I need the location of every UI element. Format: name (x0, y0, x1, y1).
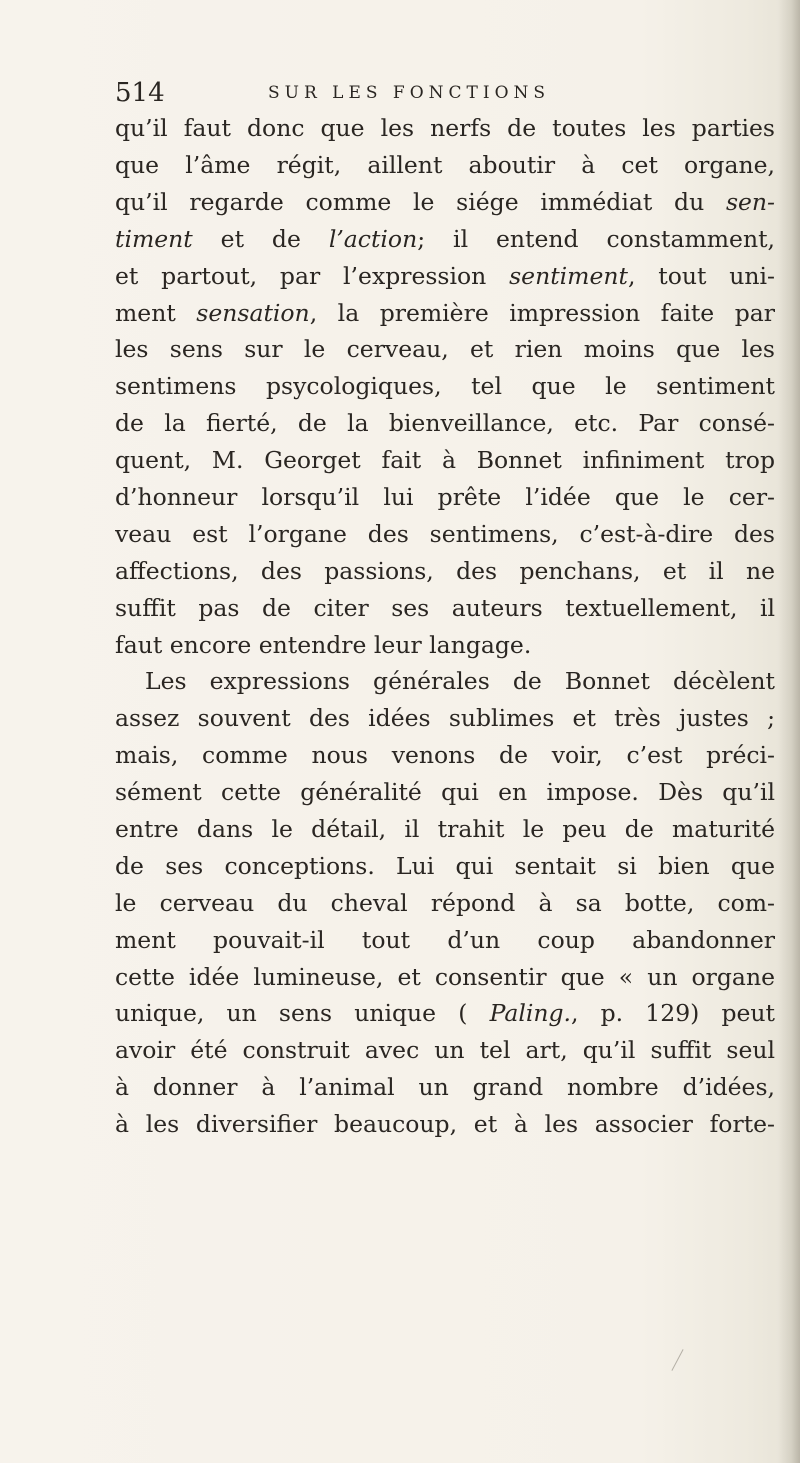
text-line (115, 368, 775, 405)
text-line (115, 553, 775, 590)
text-segment: cette idée lumineuse, et consentir que « un organe (115, 962, 775, 991)
text-line (115, 479, 775, 516)
text-line (115, 516, 775, 553)
text-line (115, 848, 775, 885)
text-line (115, 147, 775, 184)
text-segment: ; il entend constamment, (417, 224, 775, 253)
text-line (115, 995, 775, 1032)
text-segment: , la première impression faite par (309, 298, 775, 327)
text-segment: entre dans le détail, il trahit le peu de maturité (115, 815, 775, 844)
text-segment: d’honneur lorsqu’il lui prête l’idée que le cer- (115, 483, 775, 512)
text-segment: et de (192, 224, 329, 253)
text-line (115, 922, 775, 959)
italic-segment: sensation (196, 298, 310, 327)
text-segment: faut encore entendre leur langage. (115, 630, 532, 659)
text-segment: avoir été construit avec un tel art, qu’il suffit seul (115, 1036, 775, 1065)
text-line (115, 221, 775, 258)
text-segment: , p. 129) peut (571, 999, 775, 1028)
text-segment: assez souvent des idées sublimes et très justes ; (115, 704, 775, 733)
text-segment: à les diversifier beaucoup, et à les associer forte- (115, 1110, 775, 1139)
text-line (115, 1069, 775, 1106)
text-segment: mais, comme nous venons de voir, c’est préci- (115, 741, 775, 770)
text-segment: suffit pas de citer ses auteurs textuellement, il (115, 593, 775, 622)
text-line (115, 700, 775, 737)
text-line (115, 774, 775, 811)
text-segment: de la fierté, de la bienveillance, etc. Par consé- (115, 409, 775, 438)
text-line (115, 811, 775, 848)
italic-segment: sentiment (509, 261, 628, 290)
text-segment: , tout uni- (627, 261, 775, 290)
text-line (115, 663, 775, 700)
text-line (115, 405, 775, 442)
page-number: 514 (115, 78, 165, 108)
text-segment: qu’il faut donc que les nerfs de toutes les parties (115, 114, 775, 142)
text-line (115, 1032, 775, 1069)
text-segment: ment pouvait-il tout d’un coup abandonner (115, 925, 775, 954)
text-line (115, 110, 775, 147)
text-segment: quent, M. Georget fait à Bonnet infiniment trop (115, 446, 775, 475)
text-line (115, 959, 775, 996)
text-segment: unique, un sens unique ( (115, 999, 490, 1028)
text-segment: à donner à l’animal un grand nombre d’idées, (115, 1073, 775, 1102)
text-segment: ment (115, 298, 197, 327)
text-line (115, 184, 775, 221)
text-segment: affections, des passions, des penchans, et il ne (115, 556, 775, 585)
text-line (115, 295, 775, 332)
italic-segment: Paling. (489, 999, 572, 1028)
text-segment: que l’âme régit, aillent aboutir à cet organe, (115, 151, 775, 179)
text-line (115, 331, 775, 368)
text-segment: qu’il regarde comme le siége immédiat du (115, 187, 726, 216)
text-segment: de ses conceptions. Lui qui sentait si bien que (115, 851, 775, 880)
text-line (115, 627, 775, 664)
italic-segment: l’action (328, 224, 418, 253)
text-line (115, 1106, 775, 1143)
running-head: SUR LES FONCTIONS (268, 83, 551, 103)
text-segment: sément cette généralité qui en impose. Dès qu’il (115, 778, 775, 807)
page-header (115, 76, 675, 110)
text-line (115, 590, 775, 627)
text-line (115, 442, 775, 479)
text-segment: sentimens psycologiques, tel que le sentiment (115, 372, 775, 401)
text-segment: les sens sur le cerveau, et rien moins que les (115, 335, 775, 364)
italic-segment: timent (115, 224, 193, 253)
page-edge-shadow (778, 0, 800, 1463)
stray-pencil-mark (671, 1349, 683, 1371)
text-line (115, 258, 775, 295)
text-segment: le cerveau du cheval répond à sa botte, com- (115, 888, 775, 917)
text-line (115, 885, 775, 922)
text-line (115, 737, 775, 774)
text-segment: et partout, par l’expression (115, 261, 510, 290)
text-segment: veau est l’organe des sentimens, c’est-à-dire des (115, 519, 775, 548)
text-segment: Les expressions générales de Bonnet décèlent (145, 667, 775, 696)
body-text (115, 110, 775, 1143)
italic-segment: sen- (725, 187, 775, 216)
